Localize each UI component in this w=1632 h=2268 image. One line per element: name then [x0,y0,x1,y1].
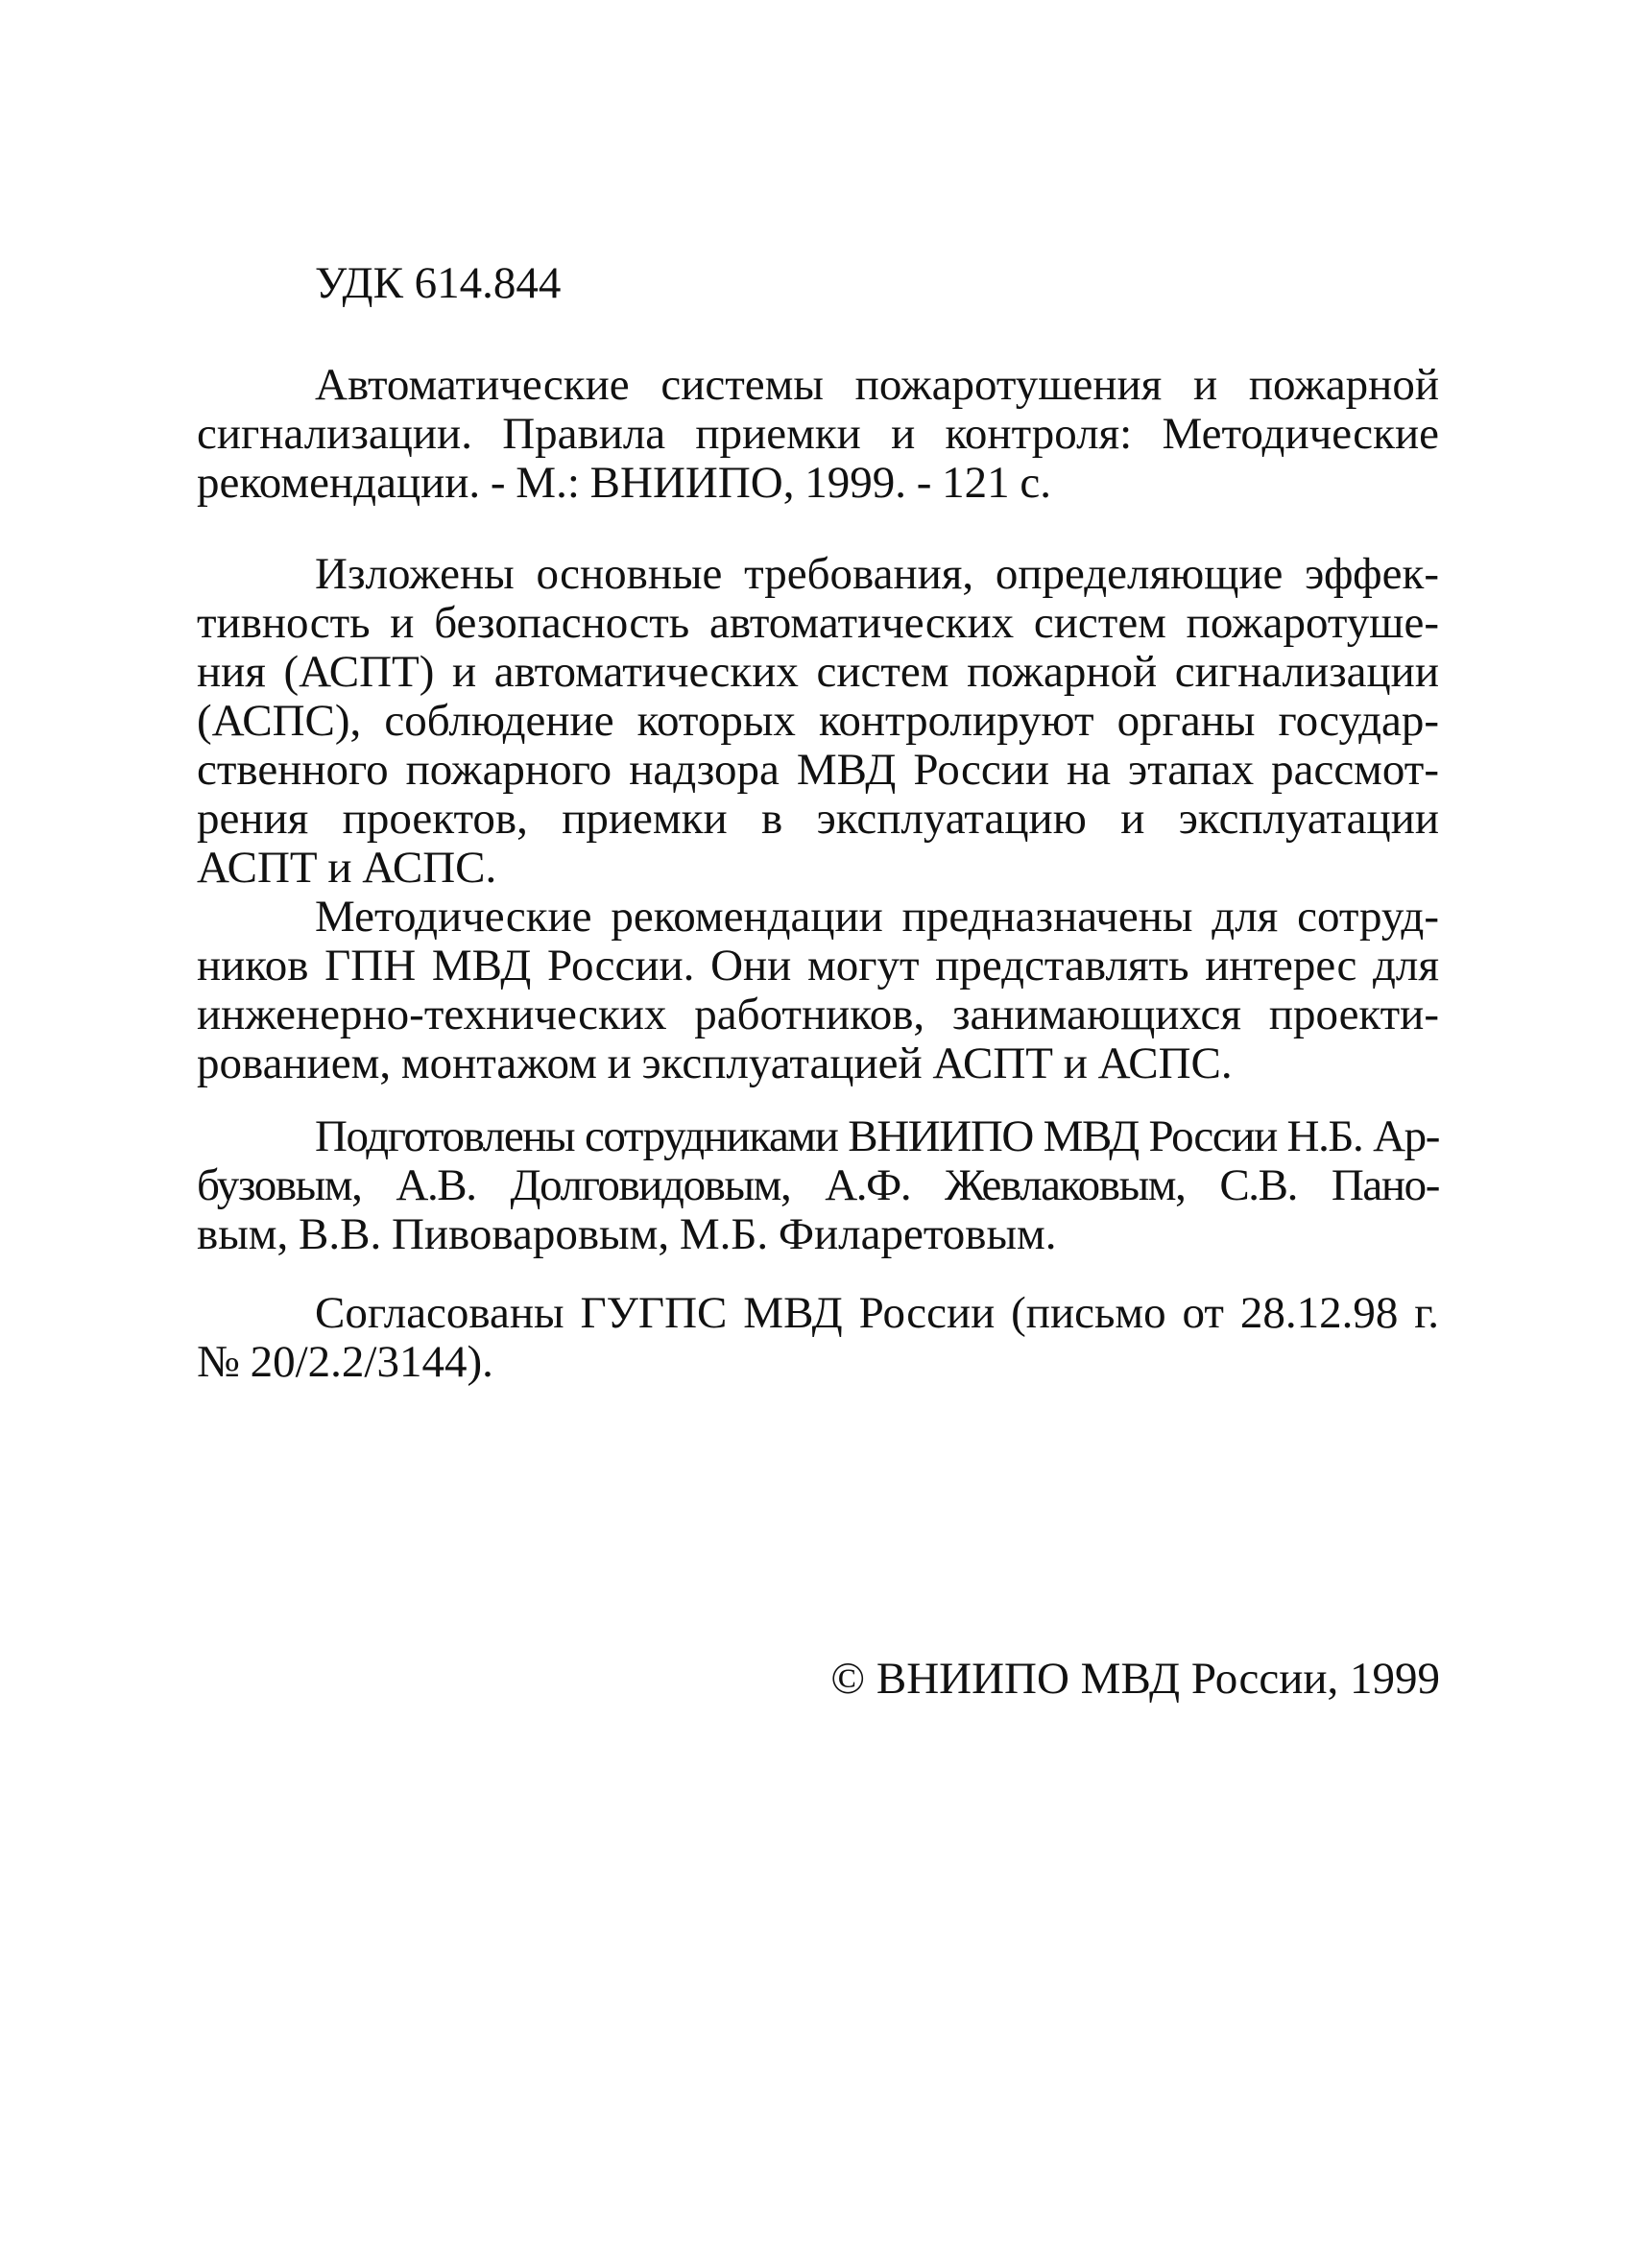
abstract-line: Методические рекомендации предназначены для сотруд- [315,893,1439,942]
abstract-line: ственного пожарного надзора МВД России на этапах рассмот- [197,746,1439,795]
abstract [197,550,1439,1088]
annotation-line: Автоматические системы пожаротушения и пожарной [315,361,1439,410]
abstract-line: АСПТ и АСПС. [197,844,497,893]
annotation-line: сигнализации. Правила приемки и контроля: Методические [197,410,1439,459]
annotation-line: рекомендации. - М.: ВНИИПО, 1999. - 121 с. [197,459,1051,508]
udk-code: УДК 614.844 [315,258,562,308]
copyright-notice: © ВНИИПО МВД России, 1999 [830,1654,1440,1704]
abstract-line: тивность и безопасность автоматических систем пожаротуше- [197,599,1439,648]
authors-line: бузовым, А.В. Долговидовым, А.Ф. Жевлаковым, С.В. Пано- [197,1161,1439,1210]
abstract-line: ников ГПН МВД России. Они могут представлять интерес для [197,942,1439,991]
abstract-line: рованием, монтажом и эксплуатацией АСПТ и АСПС. [197,1039,1233,1088]
agreement-line: № 20/2.2/3144). [197,1338,493,1387]
abstract-line: рения проектов, приемки в эксплуатацию и эксплуатации [197,795,1439,844]
abstract-line: инженерно-технических работников, занимающихся проекти- [197,991,1439,1039]
authors-line: вым, В.В. Пивоваровым, М.Б. Филаретовым. [197,1210,1057,1259]
agreement-line: Согласованы ГУГПС МВД России (письмо от 28.12.98 г. [315,1289,1439,1338]
bibliographic-annotation [197,361,1439,508]
agreement-statement [197,1289,1439,1387]
abstract-line: ния (АСПТ) и автоматических систем пожарной сигнализации [197,648,1439,697]
authors-statement [197,1112,1439,1259]
abstract-line: Изложены основные требования, определяющие эффек- [315,550,1439,599]
authors-line: Подготовлены сотрудниками ВНИИПО МВД России Н.Б. Ар- [315,1112,1439,1161]
abstract-line: (АСПС), соблюдение которых контролируют органы государ- [197,697,1439,746]
